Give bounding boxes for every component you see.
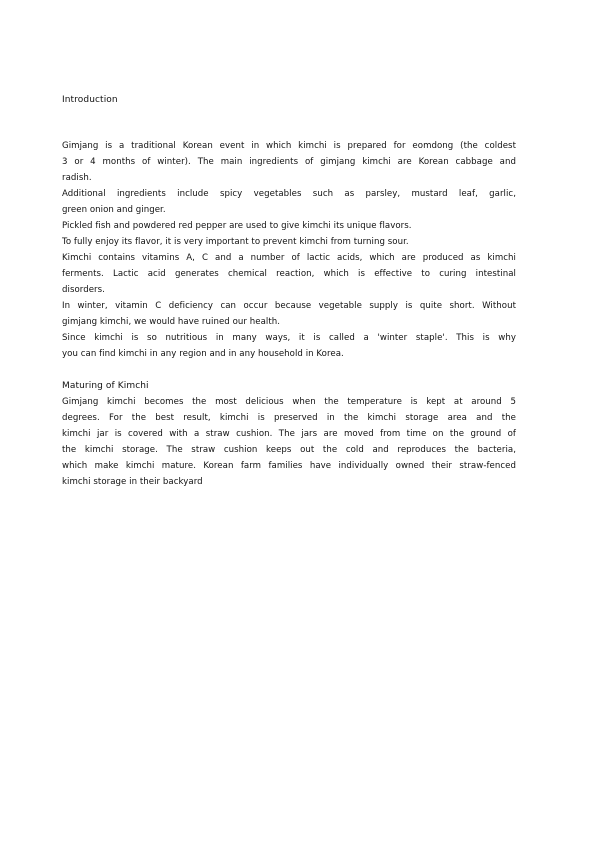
text-line: green onion and ginger. [62, 205, 166, 215]
section-heading-maturing-of-kimchi: Maturing of Kimchi [62, 381, 149, 391]
text-line: Gimjang kimchi becomes the most delicious when the temperature is kept at around 5 [62, 397, 516, 407]
maturing-body [62, 394, 516, 490]
text-line: the kimchi storage. The straw cushion keeps out the cold and reproduces the bacteria, [62, 445, 516, 455]
text-line: kimchi jar is covered with a straw cushion. The jars are moved from time on the ground of [62, 429, 516, 439]
text-line: Since kimchi is so nutritious in many ways, it is called a 'winter staple'. This is why [62, 333, 516, 343]
text-line: Additional ingredients include spicy vegetables such as parsley, mustard leaf, garlic, [62, 189, 516, 199]
section-heading-introduction: Introduction [62, 95, 118, 105]
text-line: Gimjang is a traditional Korean event in which kimchi is prepared for eomdong (the coldest [62, 141, 516, 151]
text-line: To fully enjoy its flavor, it is very important to prevent kimchi from turning sour. [62, 237, 409, 247]
text-line: ferments. Lactic acid generates chemical reaction, which is effective to curing intestinal [62, 269, 516, 279]
text-line: Pickled fish and powdered red pepper are used to give kimchi its unique flavors. [62, 221, 412, 231]
text-line: degrees. For the best result, kimchi is preserved in the kimchi storage area and the [62, 413, 516, 423]
text-line: disorders. [62, 285, 105, 295]
text-line: radish. [62, 173, 92, 183]
text-line: In winter, vitamin C deficiency can occur because vegetable supply is quite short. Without [62, 301, 516, 311]
introduction-body [62, 138, 516, 362]
text-line: 3 or 4 months of winter). The main ingredients of gimjang kimchi are Korean cabbage and [62, 157, 516, 167]
text-line: Kimchi contains vitamins A, C and a number of lactic acids, which are produced as kimchi [62, 253, 516, 263]
text-line: you can find kimchi in any region and in any household in Korea. [62, 349, 344, 359]
text-line: kimchi storage in their backyard [62, 477, 203, 487]
text-line: which make kimchi mature. Korean farm families have individually owned their straw-fenced [62, 461, 516, 471]
text-line: gimjang kimchi, we would have ruined our health. [62, 317, 281, 327]
